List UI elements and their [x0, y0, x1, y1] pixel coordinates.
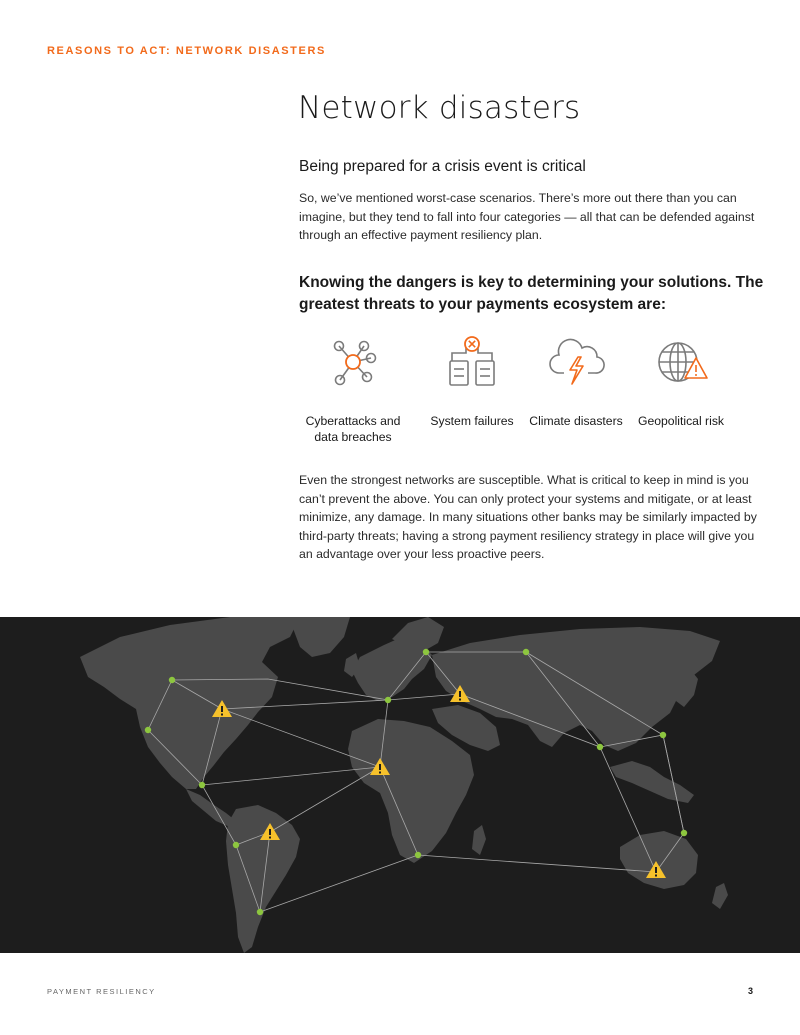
threat-label: Geopolitical risk [637, 414, 725, 428]
map-graphic [0, 617, 800, 953]
threat-label: Climate disasters [529, 414, 623, 428]
threat-system-failures [412, 335, 532, 429]
threat-climate-disasters [516, 335, 636, 429]
server-error-icon [442, 335, 502, 389]
section-label: REASONS TO ACT: NETWORK DISASTERS [47, 45, 326, 57]
subheading: Being prepared for a crisis event is critical [299, 158, 586, 175]
world-network-map [0, 617, 800, 953]
footer-title: PAYMENT RESILIENCY [47, 987, 156, 996]
page-title: Network disasters [298, 90, 581, 126]
globe-warning-icon [651, 335, 711, 389]
storm-cloud-icon [546, 335, 606, 389]
outro-paragraph: Even the strongest networks are susceptible. What is critical to keep in mind is you can’t prevent the above. You can only protect your systems and mitigate, or at least minimize, any damage. In many situations other banks may be similarly impacted by third-party threats; having a strong payment resiliency strategy in place will give you an advantage over your less proactive peers. [299, 473, 757, 561]
intro-paragraph: So, we’ve mentioned worst-case scenarios. There’s more out there than you can imagine, but they tend to fall into four categories — all that can be defended against through an effective payment resiliency plan. [299, 191, 755, 242]
network-icon [323, 335, 383, 389]
page-number: 3 [747, 986, 753, 996]
threat-cyberattacks [293, 335, 413, 445]
landmass [80, 617, 728, 953]
threat-geopolitical-risk [621, 335, 741, 429]
threat-label: Cyberattacks and data breaches [305, 414, 401, 444]
threat-label: System failures [430, 414, 514, 428]
lead-text: Knowing the dangers is key to determining your solutions. The greatest threats to your payments ecosystem are: [299, 274, 764, 313]
